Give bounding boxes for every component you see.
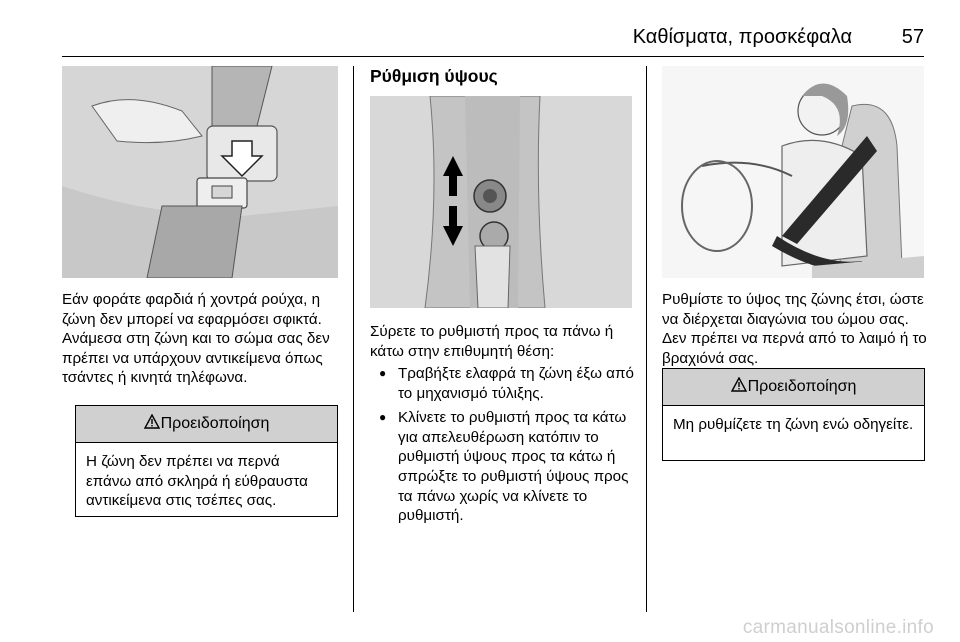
warning-title: Προειδοποίηση <box>747 378 857 395</box>
warning-title: Προειδοποίηση <box>160 415 270 432</box>
column-divider-2 <box>646 66 647 612</box>
figure-driver-belt <box>662 66 924 278</box>
warning-triangle-icon <box>731 377 747 397</box>
height-adjuster-illustration <box>370 96 632 308</box>
instruction-list <box>370 364 640 531</box>
driver-belt-illustration <box>662 66 924 278</box>
column-divider-1 <box>353 66 354 612</box>
belt-buckle-illustration <box>62 66 338 278</box>
watermark: carmanualsonline.info <box>742 617 934 638</box>
page-title: Καθίσματα, προσκέφαλα <box>632 26 852 48</box>
warning-text: Η ζώνη δεν πρέπει να περνά επάνω από σκληρά ή εύθραυστα αντικείμενα στις τσέπες σας. <box>86 453 308 510</box>
warning-text: Μη ρυθμίζετε τη ζώνη ενώ οδηγείτε. <box>673 416 914 433</box>
warning-header <box>76 406 337 443</box>
body-paragraph-2: Σύρετε το ρυθμιστή προς τα πάνω ή κάτω στην επιθυμητή θέση: <box>370 323 614 360</box>
list-item: ● Κλίνετε το ρυθμιστή προς τα κάτω για απελευθέρωση κατόπιν το ρυθμιστή ύψους προς τα κάτω ή σπρώξτε το ρυθμιστή ύψους προς τα πάνω χωρίς να κλίνετε το ρυθμιστή. <box>370 408 640 526</box>
warning-box <box>75 405 338 517</box>
page-header <box>0 8 960 54</box>
section-title: Ρύθμιση ύψους <box>370 66 498 86</box>
warning-triangle-icon <box>144 414 160 434</box>
figure-height-adjuster <box>370 96 632 308</box>
warning-header <box>663 369 924 406</box>
header-rule <box>62 56 924 57</box>
warning-box-2 <box>662 368 925 461</box>
page-number: 57 <box>901 26 924 48</box>
figure-belt-buckle <box>62 66 338 278</box>
body-paragraph-3: Ρυθμίστε το ύψος της ζώνης έτσι, ώστε να διέρχεται διαγώνια του ώμου σας. Δεν πρέπει να περνά από το λαιμό ή το βραχιόνά σας. <box>662 291 927 367</box>
body-paragraph: Εάν φοράτε φαρδιά ή χοντρά ρούχα, η ζώνη δεν μπορεί να εφαρμόσει σφικτά. Ανάμεσα στη ζώνη και το σώμα σας δεν πρέπει να υπάρχουν αντικείμενα όπως τσάντες ή κινητά τηλέφωνα. <box>62 291 330 387</box>
list-item: ● Τραβήξτε ελαφρά τη ζώνη έξω από το μηχανισμό τύλιξης. <box>370 364 640 403</box>
